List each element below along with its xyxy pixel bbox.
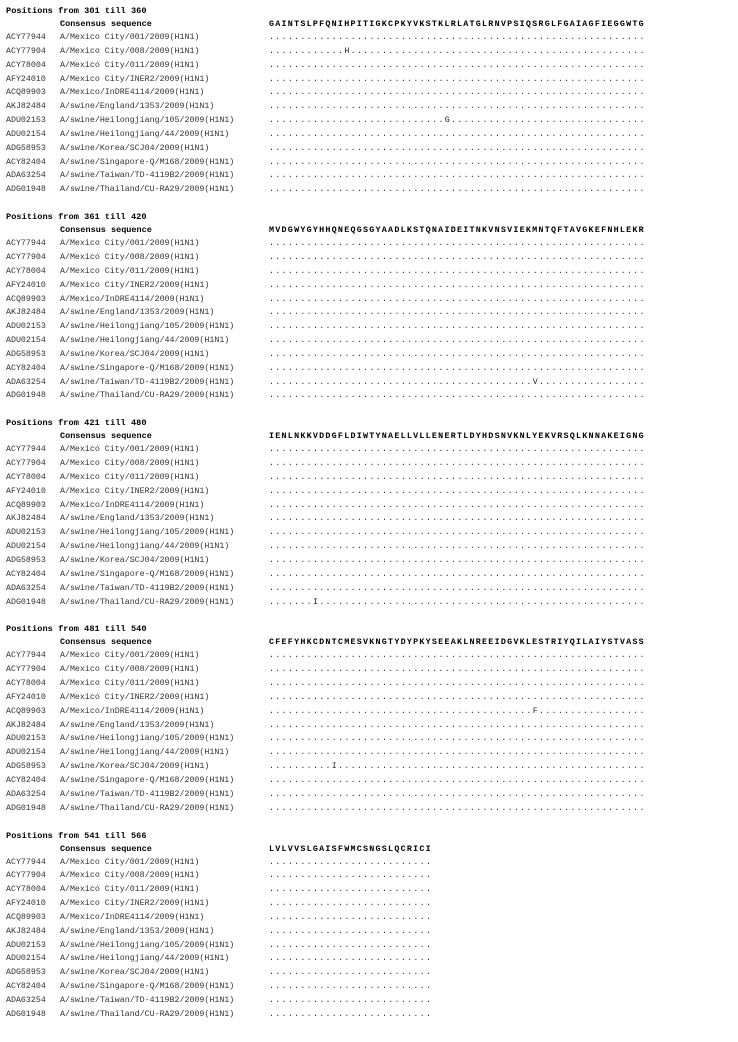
accession-id: ACQ89903	[6, 294, 46, 304]
strain-name: A/swine/Taiwan/TD-4119B2/2009(H1N1)	[60, 171, 235, 181]
accession-id: ADA63254	[6, 995, 46, 1005]
aligned-sequence: ..........................	[269, 954, 433, 964]
accession-id: ACY77904	[6, 871, 46, 881]
sequence-row	[6, 471, 738, 485]
strain-name: A/swine/Heilongjiang/105/2009(H1N1)	[60, 940, 235, 950]
accession-id: ACY77944	[6, 651, 46, 661]
strain-name: A/Mexico City/001/2009(H1N1)	[60, 239, 200, 249]
accession-id: ADU02154	[6, 542, 46, 552]
aligned-sequence: ............................................................	[269, 171, 646, 181]
consensus-label: Consensus sequence	[60, 431, 152, 442]
aligned-sequence: ............................................................	[269, 459, 646, 469]
strain-name: A/swine/England/1353/2009(H1N1)	[60, 514, 215, 524]
positions-header: Positions from 301 till 360	[6, 6, 147, 16]
sequence-row	[6, 939, 738, 953]
consensus-row	[6, 223, 738, 237]
aligned-sequence: ............................................................	[269, 280, 646, 290]
accession-id: ADG01948	[6, 391, 46, 401]
sequence-row	[6, 705, 738, 719]
strain-name: A/Mexico City/INER2/2009(H1N1)	[60, 280, 210, 290]
strain-name: A/swine/Singapore-Q/M168/2009(H1N1)	[60, 569, 235, 579]
aligned-sequence: ............................................................	[269, 692, 646, 702]
aligned-sequence: ............................................................	[269, 445, 646, 455]
accession-id: ACY78004	[6, 60, 46, 70]
accession-id: ACQ89903	[6, 912, 46, 922]
sequence-row	[6, 663, 738, 677]
strain-name: A/swine/Heilongjiang/105/2009(H1N1)	[60, 322, 235, 332]
aligned-sequence: ..........I.................................................	[269, 762, 646, 772]
accession-id: ADA63254	[6, 377, 46, 387]
accession-id: ADU02154	[6, 129, 46, 139]
strain-name: A/swine/Korea/SCJ04/2009(H1N1)	[60, 556, 210, 565]
sequence-row	[6, 760, 738, 774]
consensus-row	[6, 842, 738, 856]
sequence-row	[6, 568, 738, 582]
strain-name: A/swine/England/1353/2009(H1N1)	[60, 926, 215, 936]
aligned-sequence: ............................................................	[269, 651, 646, 661]
strain-name: A/swine/England/1353/2009(H1N1)	[60, 308, 215, 318]
sequence-row	[6, 265, 738, 279]
block-spacer	[6, 197, 738, 212]
sequence-row	[6, 966, 738, 980]
strain-name: A/Mexico City/INER2/2009(H1N1)	[60, 74, 210, 84]
positions-header: Positions from 541 till 566	[6, 830, 147, 841]
strain-name: A/Mexico/InDRE4114/2009(H1N1)	[60, 706, 205, 716]
accession-id: ACY78004	[6, 679, 46, 689]
accession-id: ADU02154	[6, 336, 46, 346]
accession-id: ADU02153	[6, 528, 46, 538]
consensus-label: Consensus sequence	[60, 843, 152, 854]
strain-name: A/Mexico City/008/2009(H1N1)	[60, 459, 200, 469]
accession-id: ADU02154	[6, 748, 46, 758]
sequence-row	[6, 45, 738, 59]
strain-name: A/swine/Singapore-Q/M168/2009(H1N1)	[60, 157, 235, 167]
aligned-sequence: ..........................	[269, 885, 433, 895]
sequence-row	[6, 251, 738, 265]
consensus-sequence: CFEFYHKCDNTCMESVKNGTYDYPKYSEEAKLNREEIDGVKLESTRIYQILAIYSTVASS	[269, 637, 645, 648]
strain-name: A/Mexico City/011/2009(H1N1)	[60, 679, 200, 689]
aligned-sequence: ............................................................	[269, 88, 646, 98]
accession-id: ACY77944	[6, 857, 46, 867]
sequence-row	[6, 719, 738, 733]
sequence-row	[6, 994, 738, 1008]
strain-name: A/Mexico City/001/2009(H1N1)	[60, 651, 200, 661]
positions-header: Positions from 481 till 540	[6, 624, 147, 635]
alignment-block	[6, 212, 738, 403]
strain-name: A/swine/Heilongjiang/44/2009(H1N1)	[60, 954, 230, 964]
sequence-row	[6, 485, 738, 499]
consensus-sequence: LVLVVSLGAISFWMCSNGSLQCRICI	[269, 843, 432, 854]
accession-id: ACY77904	[6, 665, 46, 675]
strain-name: A/swine/Korea/SCJ04/2009(H1N1)	[60, 143, 210, 153]
strain-name: A/swine/Heilongjiang/44/2009(H1N1)	[60, 748, 230, 758]
accession-id: AKJ82484	[6, 308, 46, 318]
strain-name: A/swine/Singapore-Q/M168/2009(H1N1)	[60, 982, 235, 992]
accession-id: ACY77944	[6, 33, 46, 42]
aligned-sequence: ............................................................	[269, 472, 646, 482]
aligned-sequence: ..........................................V.................	[269, 377, 646, 387]
sequence-row	[6, 540, 738, 554]
sequence-row	[6, 869, 738, 883]
accession-id: AFY24010	[6, 74, 46, 84]
sequence-row	[6, 649, 738, 663]
strain-name: A/swine/Heilongjiang/105/2009(H1N1)	[60, 734, 235, 744]
accession-id: ACQ89903	[6, 706, 46, 716]
aligned-sequence: ............................................................	[269, 60, 646, 70]
accession-id: ADU02153	[6, 322, 46, 332]
aligned-sequence: ............................................................	[269, 239, 646, 249]
sequence-row	[6, 802, 738, 816]
accession-id: ACY82404	[6, 775, 46, 785]
sequence-row	[6, 512, 738, 526]
consensus-label: Consensus sequence	[60, 225, 152, 236]
sequence-row	[6, 443, 738, 457]
aligned-sequence: ............................................................	[269, 665, 646, 675]
aligned-sequence: ............................................................	[269, 102, 646, 112]
strain-name: A/swine/Heilongjiang/105/2009(H1N1)	[60, 116, 235, 126]
sequence-row	[6, 582, 738, 596]
aligned-sequence: ............................................................	[269, 486, 646, 496]
accession-id: ACY78004	[6, 266, 46, 276]
sequence-row	[6, 279, 738, 293]
block-spacer	[6, 816, 738, 831]
aligned-sequence: ..........................	[269, 871, 433, 881]
sequence-row	[6, 980, 738, 994]
accession-id: ADU02153	[6, 116, 46, 126]
accession-id: ACY82404	[6, 363, 46, 373]
accession-id: ADG58953	[6, 349, 46, 359]
strain-name: A/swine/Heilongjiang/44/2009(H1N1)	[60, 129, 230, 139]
aligned-sequence: ............................................................	[269, 679, 646, 689]
accession-id: ADU02153	[6, 940, 46, 950]
aligned-sequence: ..........................	[269, 857, 433, 867]
strain-name: A/Mexico/InDRE4114/2009(H1N1)	[60, 294, 205, 304]
accession-id: ACY82404	[6, 157, 46, 167]
sequence-row	[6, 334, 738, 348]
accession-id: ACY77944	[6, 239, 46, 249]
sequence-row	[6, 788, 738, 802]
aligned-sequence: ..........................	[269, 968, 433, 978]
aligned-sequence: ............................................................	[269, 775, 646, 785]
strain-name: A/swine/Thailand/CU-RA29/2009(H1N1)	[60, 185, 235, 195]
accession-id: ADA63254	[6, 171, 46, 181]
accession-id: ADG58953	[6, 762, 46, 772]
aligned-sequence: ............................................................	[269, 349, 646, 359]
aligned-sequence: ............................................................	[269, 143, 646, 153]
aligned-sequence: ............................................................	[269, 514, 646, 524]
aligned-sequence: ............................................................	[269, 294, 646, 304]
aligned-sequence: ............................................................	[269, 556, 646, 565]
sequence-row	[6, 348, 738, 362]
sequence-row	[6, 596, 738, 610]
strain-name: A/swine/Singapore-Q/M168/2009(H1N1)	[60, 363, 235, 373]
sequence-row	[6, 389, 738, 403]
strain-name: A/swine/Korea/SCJ04/2009(H1N1)	[60, 349, 210, 359]
aligned-sequence: ............................................................	[269, 33, 646, 42]
accession-id: ACY78004	[6, 472, 46, 482]
strain-name: A/swine/Taiwan/TD-4119B2/2009(H1N1)	[60, 995, 235, 1005]
consensus-label: Consensus sequence	[60, 19, 152, 29]
strain-name: A/Mexico City/008/2009(H1N1)	[60, 871, 200, 881]
accession-id: AKJ82484	[6, 102, 46, 112]
strain-name: A/Mexico/InDRE4114/2009(H1N1)	[60, 88, 205, 98]
consensus-row	[6, 17, 738, 31]
strain-name: A/Mexico City/008/2009(H1N1)	[60, 252, 200, 262]
accession-id: AKJ82484	[6, 514, 46, 524]
sequence-row	[6, 746, 738, 760]
accession-id: AFY24010	[6, 899, 46, 909]
block-spacer	[6, 609, 738, 624]
accession-id: ACQ89903	[6, 500, 46, 510]
strain-name: A/swine/Taiwan/TD-4119B2/2009(H1N1)	[60, 789, 235, 799]
sequence-row	[6, 59, 738, 73]
strain-name: A/swine/Korea/SCJ04/2009(H1N1)	[60, 762, 210, 772]
positions-header: Positions from 361 till 420	[6, 212, 147, 223]
aligned-sequence: ............................................................	[269, 569, 646, 579]
sequence-row	[6, 31, 738, 45]
accession-id: AKJ82484	[6, 720, 46, 730]
aligned-sequence: ............................................................	[269, 500, 646, 510]
sequence-row	[6, 774, 738, 788]
strain-name: A/Mexico City/001/2009(H1N1)	[60, 445, 200, 455]
alignment-block	[6, 624, 738, 815]
sequence-row	[6, 952, 738, 966]
accession-id: ADG58953	[6, 143, 46, 153]
accession-id: ACY78004	[6, 885, 46, 895]
aligned-sequence: ............................................................	[269, 157, 646, 167]
sequence-row	[6, 1008, 738, 1022]
sequence-row	[6, 691, 738, 705]
sequence-row	[6, 526, 738, 540]
sequence-row	[6, 499, 738, 513]
aligned-sequence: ..........................	[269, 995, 433, 1005]
sequence-row	[6, 911, 738, 925]
accession-id: ADA63254	[6, 583, 46, 593]
sequence-row	[6, 156, 738, 170]
aligned-sequence: ..........................	[269, 912, 433, 922]
strain-name: A/swine/Thailand/CU-RA29/2009(H1N1)	[60, 597, 235, 607]
sequence-row	[6, 883, 738, 897]
accession-id: ADG58953	[6, 556, 46, 565]
sequence-row	[6, 677, 738, 691]
alignment-block	[6, 418, 738, 609]
aligned-sequence: ............................................................	[269, 803, 646, 813]
accession-id: ADG01948	[6, 185, 46, 195]
aligned-sequence: ............................G...............................	[269, 116, 646, 126]
aligned-sequence: ............................................................	[269, 720, 646, 730]
aligned-sequence: ............................................................	[269, 308, 646, 318]
accession-id: ACQ89903	[6, 88, 46, 98]
strain-name: A/Mexico City/001/2009(H1N1)	[60, 33, 200, 42]
aligned-sequence: ............................................................	[269, 789, 646, 799]
aligned-sequence: ............................................................	[269, 363, 646, 373]
accession-id: ADU02154	[6, 954, 46, 964]
aligned-sequence: ............................................................	[269, 129, 646, 139]
strain-name: A/swine/Thailand/CU-RA29/2009(H1N1)	[60, 1009, 235, 1019]
strain-name: A/Mexico City/INER2/2009(H1N1)	[60, 486, 210, 496]
strain-name: A/swine/Korea/SCJ04/2009(H1N1)	[60, 968, 210, 978]
aligned-sequence: ............................................................	[269, 528, 646, 538]
aligned-sequence: ..........................	[269, 1009, 433, 1019]
accession-id: ADU02153	[6, 734, 46, 744]
consensus-row	[6, 635, 738, 649]
sequence-row	[6, 306, 738, 320]
accession-id: ACY82404	[6, 982, 46, 992]
strain-name: A/Mexico City/011/2009(H1N1)	[60, 472, 200, 482]
strain-name: A/swine/Taiwan/TD-4119B2/2009(H1N1)	[60, 377, 235, 387]
strain-name: A/Mexico City/INER2/2009(H1N1)	[60, 692, 210, 702]
sequence-row	[6, 237, 738, 251]
sequence-row	[6, 128, 738, 142]
sequence-row	[6, 554, 738, 568]
aligned-sequence: ..........................	[269, 926, 433, 936]
sequence-row	[6, 114, 738, 128]
aligned-sequence: ............................................................	[269, 583, 646, 593]
sequence-row	[6, 362, 738, 376]
accession-id: ADG01948	[6, 597, 46, 607]
sequence-row	[6, 86, 738, 100]
strain-name: A/swine/Singapore-Q/M168/2009(H1N1)	[60, 775, 235, 785]
strain-name: A/Mexico City/008/2009(H1N1)	[60, 665, 200, 675]
accession-id: ACY77904	[6, 46, 46, 56]
aligned-sequence: ..........................................F.................	[269, 706, 646, 716]
sequence-row	[6, 169, 738, 183]
accession-id: ADG01948	[6, 803, 46, 813]
strain-name: A/swine/Thailand/CU-RA29/2009(H1N1)	[60, 391, 235, 401]
strain-name: A/swine/Heilongjiang/44/2009(H1N1)	[60, 336, 230, 346]
sequence-row	[6, 320, 738, 334]
sequence-row	[6, 142, 738, 156]
strain-name: A/swine/England/1353/2009(H1N1)	[60, 720, 215, 730]
strain-name: A/Mexico City/001/2009(H1N1)	[60, 857, 200, 867]
aligned-sequence: .......I....................................................	[269, 597, 646, 607]
aligned-sequence: ............................................................	[269, 266, 646, 276]
sequence-row	[6, 73, 738, 87]
sequence-row	[6, 925, 738, 939]
aligned-sequence: ............................................................	[269, 748, 646, 758]
strain-name: A/Mexico City/008/2009(H1N1)	[60, 46, 200, 56]
sequence-row	[6, 732, 738, 746]
sequence-row	[6, 293, 738, 307]
strain-name: A/Mexico/InDRE4114/2009(H1N1)	[60, 912, 205, 922]
accession-id: AFY24010	[6, 486, 46, 496]
aligned-sequence: ............H...............................................	[269, 46, 646, 56]
consensus-sequence: IENLNKKVDDGFLDIWTYNAELLVLLENERTLDYHDSNVKNLYEKVRSQLKNNAKEIGNG	[269, 431, 645, 442]
accession-id: ADA63254	[6, 789, 46, 799]
accession-id: ADG01948	[6, 1009, 46, 1019]
alignment-block	[6, 831, 738, 1022]
strain-name: A/swine/England/1353/2009(H1N1)	[60, 102, 215, 112]
aligned-sequence: ............................................................	[269, 74, 646, 84]
strain-name: A/Mexico City/011/2009(H1N1)	[60, 885, 200, 895]
aligned-sequence: ............................................................	[269, 336, 646, 346]
sequence-row	[6, 457, 738, 471]
accession-id: AFY24010	[6, 280, 46, 290]
consensus-row	[6, 429, 738, 443]
sequence-row	[6, 183, 738, 197]
aligned-sequence: ..........................	[269, 899, 433, 909]
aligned-sequence: ............................................................	[269, 322, 646, 332]
aligned-sequence: ..........................	[269, 940, 433, 950]
accession-id: AFY24010	[6, 692, 46, 702]
strain-name: A/swine/Heilongjiang/105/2009(H1N1)	[60, 528, 235, 538]
strain-name: A/Mexico City/011/2009(H1N1)	[60, 266, 200, 276]
sequence-row	[6, 897, 738, 911]
strain-name: A/Mexico City/011/2009(H1N1)	[60, 60, 200, 70]
sequence-row	[6, 856, 738, 870]
aligned-sequence: ............................................................	[269, 185, 646, 195]
strain-name: A/Mexico/InDRE4114/2009(H1N1)	[60, 500, 205, 510]
consensus-sequence: MVDGWYGYHHQNEQGSGYAADLKSTQNAIDEITNKVNSVIEKMNTQFTAVGKEFNHLEKR	[269, 225, 645, 236]
accession-id: ACY77944	[6, 445, 46, 455]
consensus-label: Consensus sequence	[60, 637, 152, 648]
strain-name: A/swine/Heilongjiang/44/2009(H1N1)	[60, 542, 230, 552]
strain-name: A/swine/Thailand/CU-RA29/2009(H1N1)	[60, 803, 235, 813]
sequence-row	[6, 100, 738, 114]
consensus-sequence: GAINTSLPFQNIHPITIGKCPKYVKSTKLRLATGLRNVPSIQSRGLFGAIAGFIEGGWTG	[269, 19, 645, 29]
strain-name: A/swine/Taiwan/TD-4119B2/2009(H1N1)	[60, 583, 235, 593]
accession-id: AKJ82484	[6, 926, 46, 936]
accession-id: ADG58953	[6, 968, 46, 978]
aligned-sequence: ............................................................	[269, 252, 646, 262]
positions-header: Positions from 421 till 480	[6, 418, 147, 429]
accession-id: ACY82404	[6, 569, 46, 579]
alignment-block	[6, 6, 738, 197]
accession-id: ACY77904	[6, 252, 46, 262]
accession-id: ACY77904	[6, 459, 46, 469]
aligned-sequence: ..........................	[269, 982, 433, 992]
sequence-row	[6, 376, 738, 390]
aligned-sequence: ............................................................	[269, 542, 646, 552]
block-spacer	[6, 403, 738, 418]
aligned-sequence: ............................................................	[269, 734, 646, 744]
strain-name: A/Mexico City/INER2/2009(H1N1)	[60, 899, 210, 909]
aligned-sequence: ............................................................	[269, 391, 646, 401]
